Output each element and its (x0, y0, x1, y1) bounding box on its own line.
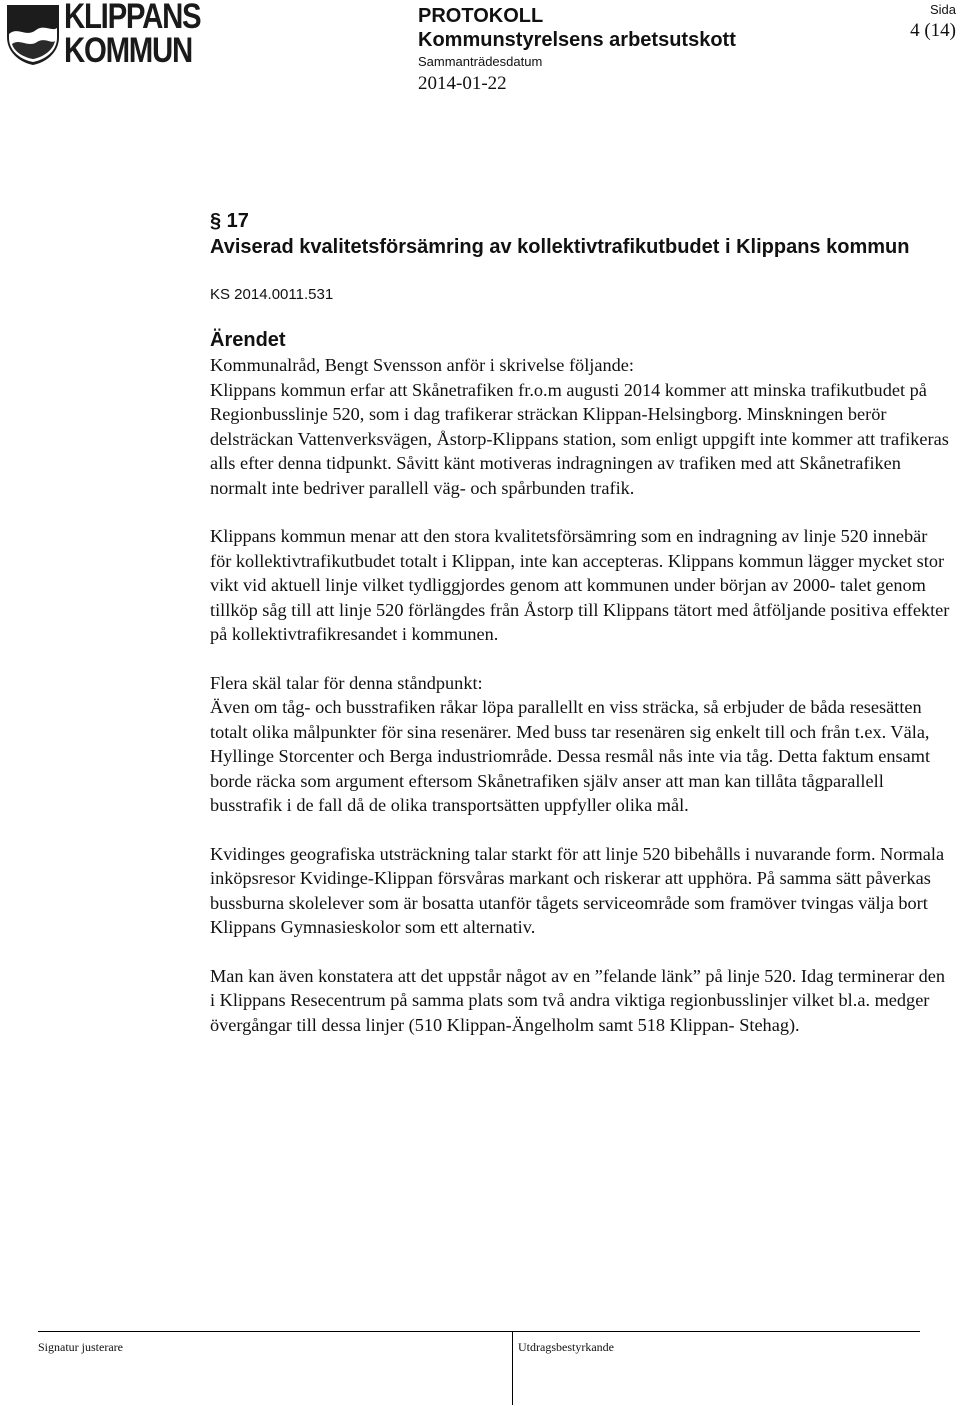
committee-name: Kommunstyrelsens arbetsutskott (418, 29, 736, 51)
page-label: Sida (929, 2, 956, 17)
case-number: KS 2014.0011.531 (210, 286, 334, 303)
paragraph: Även om tåg- och busstrafiken råkar löpa parallellt en viss sträcka, så erbjuder de båda resesätten totalt olika målpunkter för sina resenärer. Med buss tar resenären sig enkelt till och från t.ex. Väla, Hyllinge Storcenter och Berga industriområde. Dessa resmål nås inte via tåg. Detta faktum ensamt borde räcka som argument eftersom Skånetrafiken själv anser att man kan tillåta tågparallell busstrafik i de fall då de olika transportsätten uppfyller olika mål. (210, 697, 931, 815)
logo-line-2: KOMMUN (64, 31, 192, 70)
document-header (418, 4, 818, 96)
reasons-intro: Flera skäl talar för denna ståndpunkt: (210, 672, 483, 693)
footer-divider (38, 1331, 920, 1332)
section-title: Aviserad kvalitetsförsämring av kollektivtrafikutbudet i Klippans kommun (210, 236, 910, 258)
paragraph: Man kan även konstatera att det uppstår något av en ”felande länk” på linje 520. Idag terminerar den i Klippans Resecentrum på samma plats som två andra viktiga regionbusslinjer vilket bl.a. medger övergångar till dessa linjer (510 Klippan-Ängelholm samt 518 Klippan- Stehag). (210, 965, 946, 1035)
municipality-logo (6, 0, 218, 70)
intro-line: Kommunalråd, Bengt Svensson anför i skrivelse följande: (210, 355, 634, 375)
logo-line-1: KLIPPANS (64, 0, 201, 36)
section-number: § 17 (210, 210, 249, 232)
coat-of-arms-icon (6, 4, 60, 66)
signature-label: Signatur justerare (38, 1340, 123, 1354)
footer-column-divider (512, 1331, 513, 1405)
document-body (210, 353, 950, 1037)
page-indicator (910, 2, 956, 44)
paragraph: Kvidinges geografiska utsträckning talar starkt för att linje 520 bibehålls i nuvarande form. Normala inköpsresor Kvidinge-Klippan försvåras markant och riskerar att upphöra. På samma sätt påverkas bussburna skolelever som är bosatta utanför tågets serviceområde som framöver tvingas välja bort Klippans Gymnasieskolor som ett alternativ. (210, 843, 945, 937)
logo-wordmark (64, 0, 200, 68)
meeting-date-label: Sammanträdesdatum (418, 54, 543, 69)
paragraph: Klippans kommun erfar att Skånetrafiken fr.o.m augusti 2014 kommer att minska trafikutbudet på Regionbusslinje 520, som i dag trafikerar sträckan Klippan-Helsingborg. Minskningen berör delsträckan Vattenverksvägen, Åstorp-Klippans station, som enligt uppgift inte kommer att trafikeras alls efter denna tidpunkt. Såvitt känt motiveras indragningen av trafiken med att Skånetrafiken normalt inte bedriver parallell väg- och spårbunden trafik. (210, 379, 949, 498)
matter-heading: Ärendet (210, 329, 286, 351)
document-type: PROTOKOLL (418, 5, 544, 27)
meeting-date: 2014-01-22 (418, 73, 507, 94)
extract-certification-label: Utdragsbestyrkande (518, 1340, 614, 1354)
page-number: 4 (14) (910, 20, 956, 41)
paragraph: Klippans kommun menar att den stora kvalitetsförsämring som en indragning av linje 520 innebär för kollektivtrafikutbudet totalt i Klippan, inte kan accepteras. Klippans kommun lägger mycket stor vikt vid aktuell linje vilket tydliggjordes genom att kommunen under början av 2000- talet genom tillköp såg till att linje 520 förlängdes från Åstorp till Klippans tätort med åtföljande positiva effekter på kollektivtrafikresandet i kommunen. (210, 526, 950, 644)
